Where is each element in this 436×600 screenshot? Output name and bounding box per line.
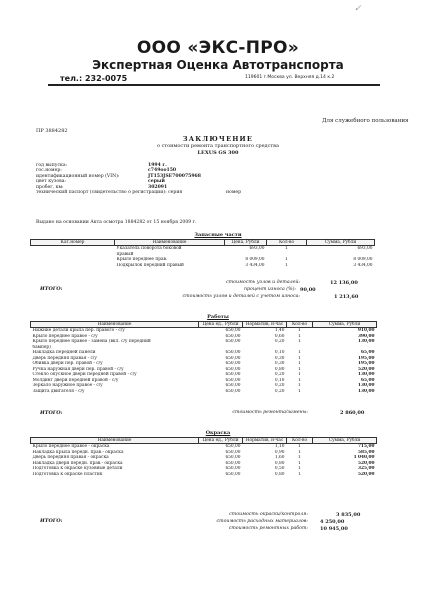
table-row: Дверь передняя правая - окраска 650,00 1,60 1 1 040,00 — [32, 455, 375, 460]
table-row: Дверь передняя правая - с/у 650,00 0,30 1 195,00 — [32, 355, 375, 361]
parts-summary-value: 1 213,60 — [334, 294, 359, 300]
corner-mark: ✓ — [354, 4, 362, 14]
vehicle-model: LEXUS GS 300 — [197, 150, 239, 156]
paint-summary-value: 10 945,00 — [320, 526, 348, 532]
info-row: гос.номер: с749оо150 — [36, 168, 177, 174]
table-row: Зеркало наружное правое - с/у 650,00 0,20 1 130,00 — [32, 383, 375, 388]
table-row: бампер) — [32, 344, 51, 350]
works-section-title: Работы — [207, 314, 229, 320]
info-row: идентификационный номер (VIN): JT153JSE700075968 — [36, 173, 201, 179]
parts-summary-label: стоимость узлов и деталей: — [226, 280, 300, 285]
info-row: технический паспорт (свидетельство о регистрации): серия номер — [36, 189, 242, 195]
info-row: цвет кузова: серый — [36, 179, 165, 185]
document-reference: ПР 3884282 — [36, 128, 68, 134]
table-row: Подготовка к окраске пластик 650,00 0,80 1 520,00 — [32, 471, 375, 477]
works-total-label: ИТОГО: — [40, 410, 63, 416]
table-row: Крыло переднее прав. 8 009,00 1 8 009,00 — [116, 257, 373, 262]
document-title: ЗАКЛЮЧЕНИЕ — [182, 135, 254, 143]
paint-total-label: ИТОГО: — [40, 518, 63, 524]
info-row: год выпуска: 1994 г. — [36, 163, 167, 168]
table-header-row: Кат.номер Наименование Цена, Рубли Кол-во Сумма, Рубли — [31, 240, 375, 246]
table-row: Указатель поворота боковой 693,00 1 693,00 — [116, 246, 373, 251]
works-summary-label: стоимость ремонта/замены: — [232, 410, 308, 415]
table-header-row: Наименование Цена ед., Рубли Норматив, н-час Кол-во Сумма, Рубли — [31, 438, 377, 444]
inspection-note: Выдано на основании Акта осмотра 1884282 от 15 ноября 2009 г. — [36, 220, 197, 225]
works-summary-value: 2 860,00 — [340, 410, 365, 416]
table-row: Обивка двери пер. правой - с/у 650,00 0,30 1 195,00 — [32, 361, 375, 366]
table-row: Крыло переднее правое - с/у 650,00 0,60 1 390,00 — [32, 333, 375, 339]
table-row: Ручка наружная двери пер. правой - с/у 650,00 0,80 1 520,00 — [32, 366, 375, 372]
table-row: Нижние детали крыла пер. правого - с/у 650,00 1,40 1 910,00 — [32, 328, 375, 333]
paint-summary-label: стоимость окраски/контроля: — [229, 512, 308, 517]
paint-table — [30, 437, 377, 477]
table-row: Накладка передней панели 650,00 0,10 1 65,00 — [32, 350, 375, 355]
parts-summary-value: 90,00 — [300, 287, 316, 293]
table-row: Молдинг двери передней правой - с/у 650,00 0,10 1 65,00 — [32, 377, 375, 383]
company-address: 119601 г.Москва ул. Верхняя д.14 к.2 — [245, 75, 335, 80]
table-row: Накладка двери передн. прав.- окраска 650,00 0,80 1 520,00 — [32, 460, 375, 466]
company-name: ООО «ЭКС-ПРО» — [136, 38, 300, 58]
company-phone: тел.: 232-0075 — [60, 74, 128, 83]
paint-summary-label: стоимость расходных материалов: — [216, 519, 308, 524]
works-table — [30, 321, 377, 394]
paint-section-title: Окраска — [205, 430, 231, 436]
table-row: правый — [116, 251, 134, 257]
service-use-label: Для служебного пользования — [322, 118, 409, 124]
table-row: Стекло опускное двери передней правой - с/у 650,00 0,20 1 130,00 — [32, 372, 375, 377]
table-row: Крыло переднее правое - окраска 650,00 1,10 1 715,00 — [32, 444, 375, 449]
document-subtitle: о стоимости ремонта транспортного средства — [157, 143, 279, 149]
table-row: Крыло переднее правое - замена (вкл. с/у передний 650,00 0,20 1 130,00 — [32, 339, 375, 344]
table-header-row: Наименование Цена ед., Рубли Норматив, н-час Кол-во Сумма, Рубли — [31, 322, 377, 328]
parts-table — [30, 239, 375, 268]
parts-summary-label: процент износа (%): — [244, 287, 296, 292]
vehicle-info — [36, 163, 396, 195]
info-row: пробег, км: 302091 — [36, 184, 168, 190]
table-row: Накладка крыла передн. прав.- окраска 650,00 0,90 1 585,00 — [32, 449, 375, 455]
paint-summary-value: 4 250,00 — [320, 519, 345, 525]
parts-total-label: ИТОГО: — [40, 286, 63, 292]
table-row: Защита двигателя - с/у 650,00 0,20 1 130,00 — [32, 388, 375, 394]
company-subtitle: Экспертная Оценка Автотранспорта — [92, 58, 344, 72]
table-row: Подкрылок передний правый 3 434,00 1 3 434,00 — [116, 262, 373, 268]
header-divider — [48, 84, 380, 86]
parts-section-title: Запасные части — [194, 232, 242, 238]
parts-summary-label: стоимость узлов и деталей с учетом износа: — [182, 294, 300, 299]
table-row: Подготовка к окраске кузовные детали 650,00 0,50 1 325,00 — [32, 466, 375, 471]
paint-summary-label: стоимость ремонтных работ: — [228, 526, 308, 531]
parts-summary-value: 12 136,00 — [330, 280, 358, 286]
paint-summary-value: 3 835,00 — [336, 512, 361, 518]
